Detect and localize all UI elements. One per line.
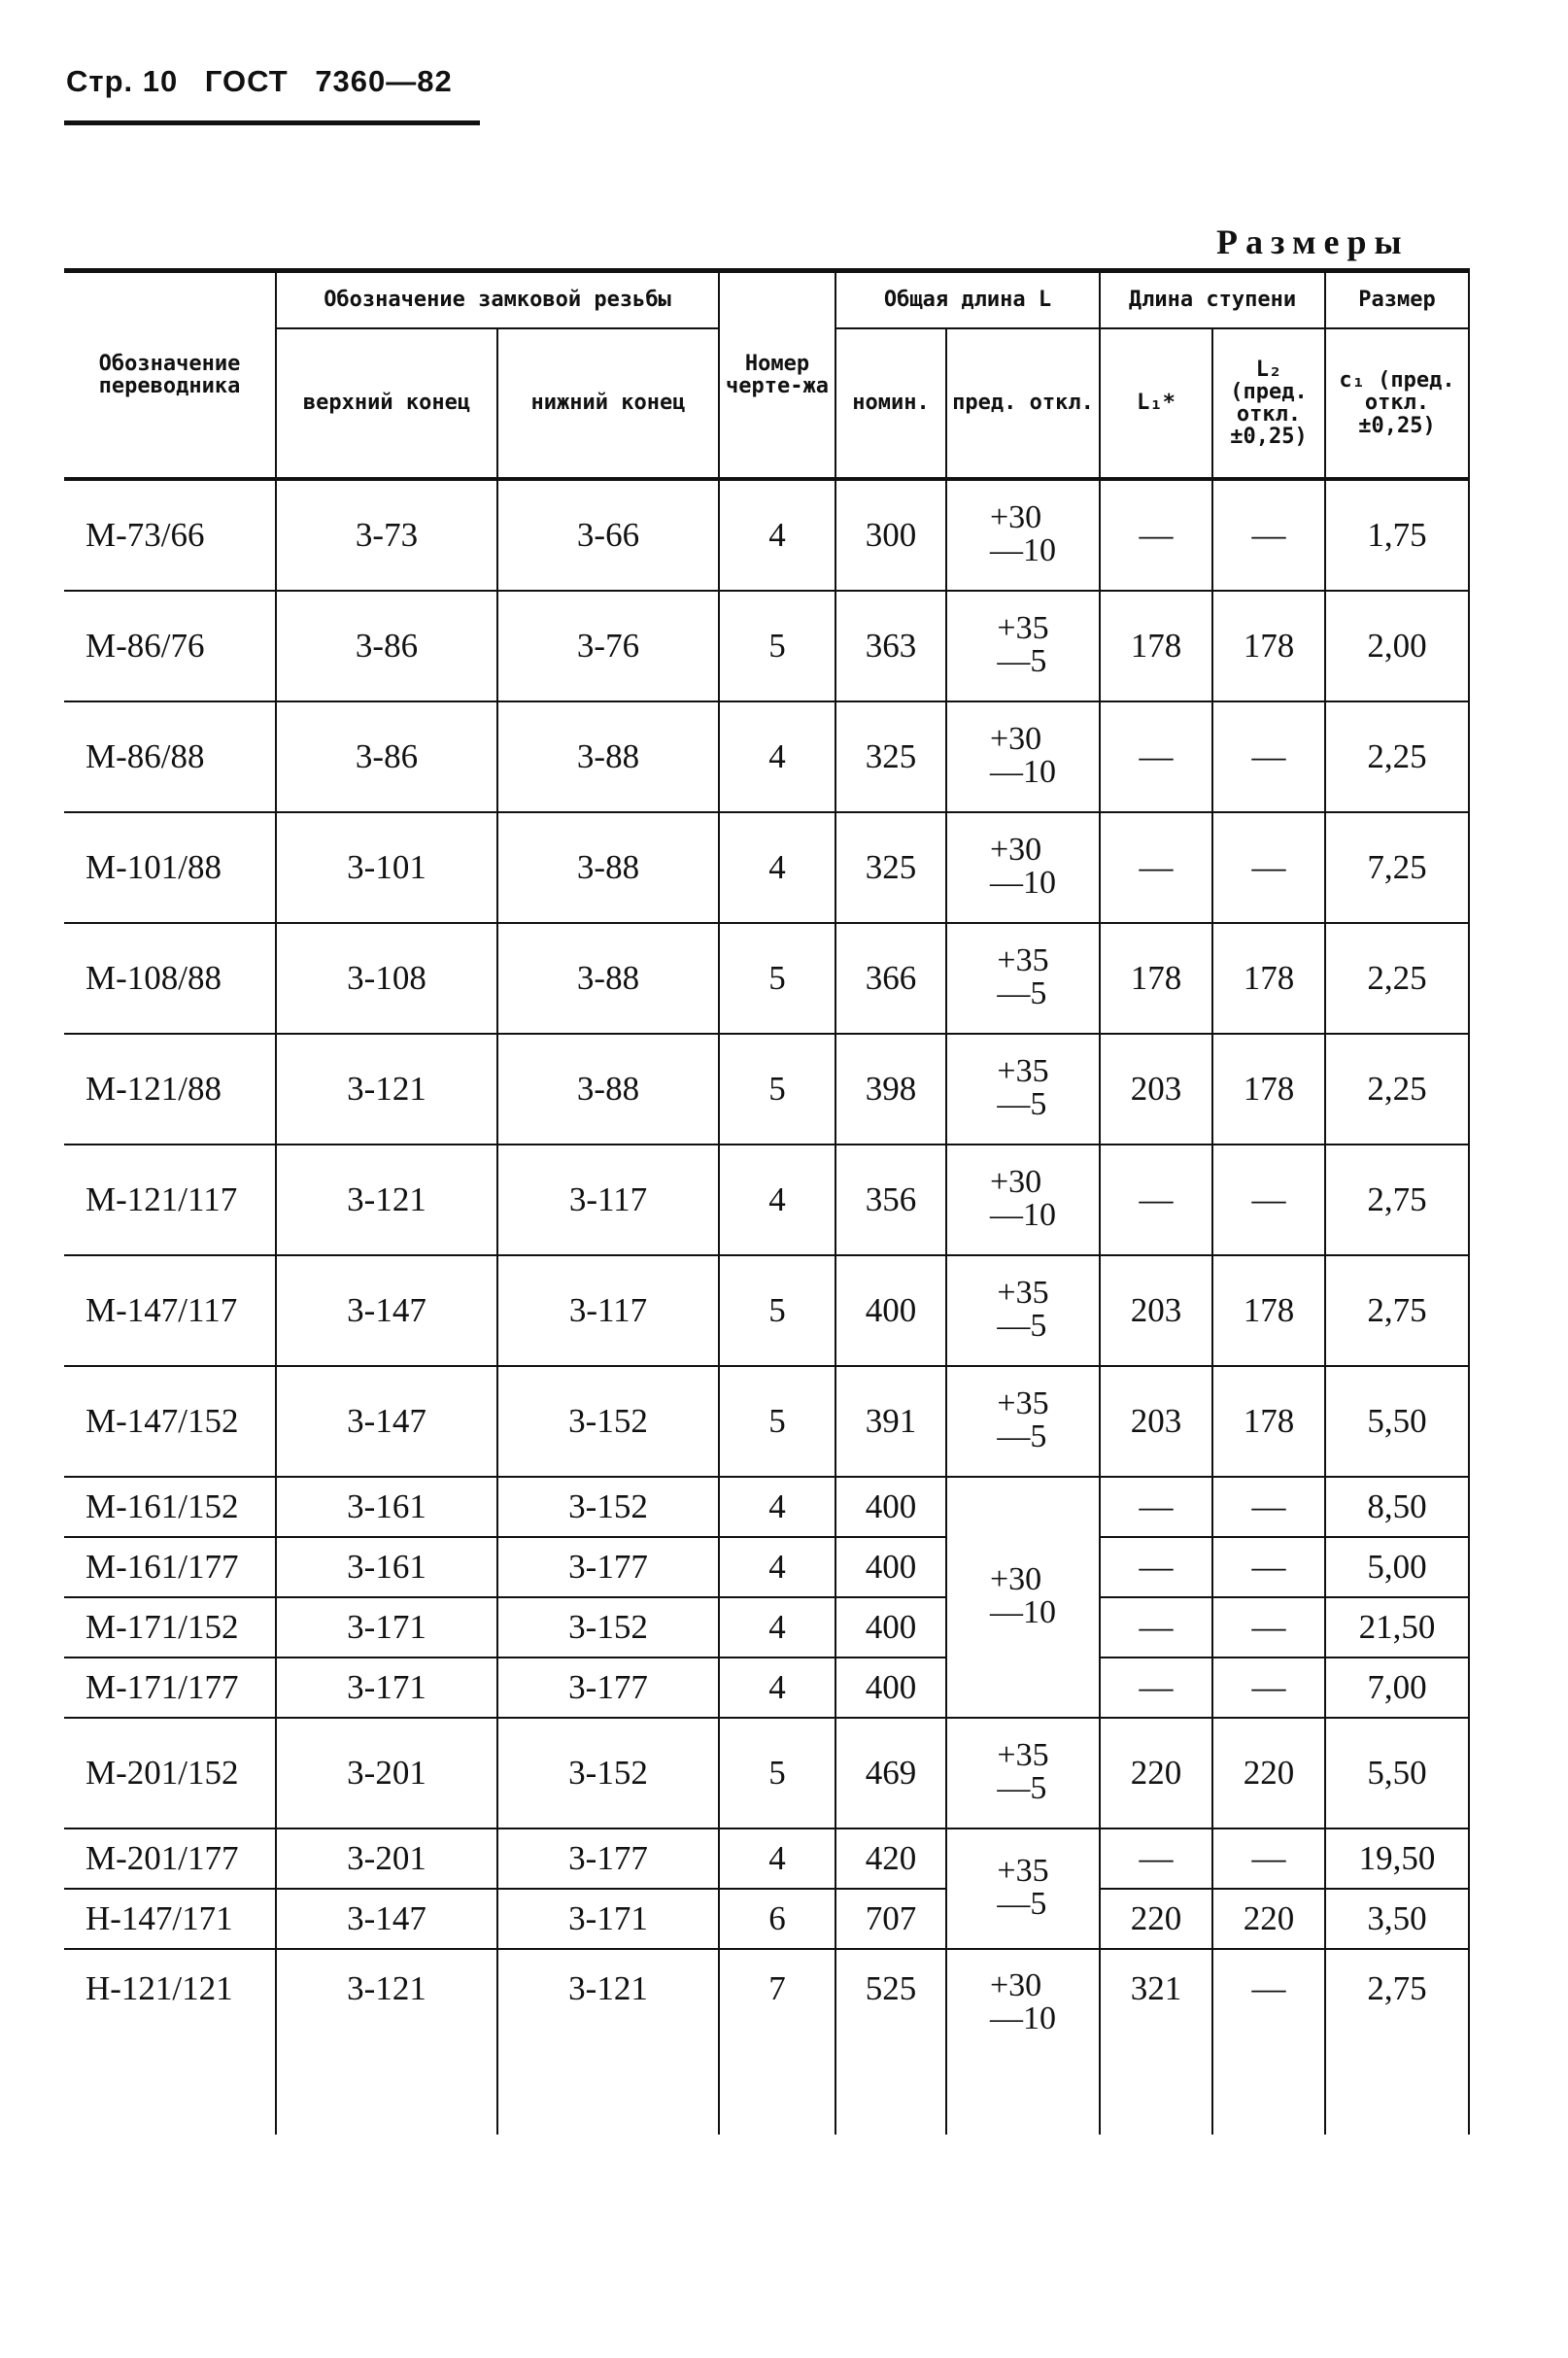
page-number: Стр. 10 bbox=[66, 64, 179, 98]
c1-value: 5,50 bbox=[1325, 1366, 1469, 1477]
tolerance-minus: —10 bbox=[990, 1197, 1056, 1233]
tolerance-cell bbox=[946, 923, 1100, 1034]
lower-end-thread: 3-171 bbox=[497, 1889, 719, 1949]
table-row bbox=[64, 1537, 1469, 1597]
tolerance-plus: +30 bbox=[990, 1561, 1042, 1597]
upper-end-thread: 3-201 bbox=[276, 1828, 497, 1889]
sub-designation: М-108/88 bbox=[64, 923, 276, 1034]
tolerance-cell bbox=[946, 1145, 1100, 1255]
upper-end-thread: 3-73 bbox=[276, 479, 497, 591]
tolerance-plus: +30 bbox=[990, 721, 1042, 757]
nominal-length: 363 bbox=[835, 591, 946, 701]
table-row bbox=[64, 591, 1469, 701]
nominal-length: 391 bbox=[835, 1366, 946, 1477]
drawing-number: 4 bbox=[719, 812, 835, 923]
drawing-number: 6 bbox=[719, 1889, 835, 1949]
l2-value: 178 bbox=[1212, 1034, 1325, 1145]
l2-value: 178 bbox=[1212, 591, 1325, 701]
header-step-length: Длина ступени bbox=[1100, 271, 1325, 329]
header-lock-thread: Обозначение замковой резьбы bbox=[276, 271, 719, 329]
l2-value: 220 bbox=[1212, 1889, 1325, 1949]
tolerance-minus: —5 bbox=[997, 1886, 1047, 1922]
nominal-length: 325 bbox=[835, 701, 946, 812]
tolerance-plus: +30 bbox=[990, 1967, 1042, 2003]
tolerance-plus: +35 bbox=[997, 1737, 1049, 1773]
table-row bbox=[64, 1477, 1469, 1537]
tolerance-value bbox=[990, 501, 1056, 567]
standard-number: 7360—82 bbox=[315, 64, 453, 98]
l1-value: — bbox=[1100, 1477, 1212, 1537]
header-designation: Обозначение переводника bbox=[64, 271, 276, 480]
lower-end-thread: 3-88 bbox=[497, 812, 719, 923]
tolerance-minus: —5 bbox=[997, 1770, 1047, 1806]
sub-designation: Н-147/171 bbox=[64, 1889, 276, 1949]
sub-designation: М-121/88 bbox=[64, 1034, 276, 1145]
tolerance-value bbox=[990, 834, 1056, 900]
drawing-number: 4 bbox=[719, 1597, 835, 1657]
drawing-number: 5 bbox=[719, 1255, 835, 1366]
header-tolerance: пред. откл. bbox=[946, 328, 1100, 479]
lower-end-thread: 3-177 bbox=[497, 1828, 719, 1889]
tolerance-plus: +35 bbox=[997, 1053, 1049, 1089]
l2-value: — bbox=[1212, 1145, 1325, 1255]
header-l2: L₂ (пред. откл. ±0,25) bbox=[1212, 328, 1325, 479]
c1-value: 1,75 bbox=[1325, 479, 1469, 591]
lower-end-thread: 3-88 bbox=[497, 1034, 719, 1145]
sub-designation: М-171/152 bbox=[64, 1597, 276, 1657]
tolerance-cell bbox=[946, 1366, 1100, 1477]
nominal-length: 400 bbox=[835, 1537, 946, 1597]
table-row bbox=[64, 1597, 1469, 1657]
l2-value: — bbox=[1212, 479, 1325, 591]
tolerance-plus: +35 bbox=[997, 942, 1049, 978]
lower-end-thread: 3-76 bbox=[497, 591, 719, 701]
tolerance-minus: —10 bbox=[990, 1594, 1056, 1630]
nominal-length: 707 bbox=[835, 1889, 946, 1949]
table-row bbox=[64, 1718, 1469, 1828]
sub-designation: М-121/117 bbox=[64, 1145, 276, 1255]
l1-value: — bbox=[1100, 701, 1212, 812]
sub-designation: М-73/66 bbox=[64, 479, 276, 591]
table-row bbox=[64, 1889, 1469, 1949]
drawing-number: 5 bbox=[719, 1366, 835, 1477]
table-row bbox=[64, 1255, 1469, 1366]
upper-end-thread: 3-161 bbox=[276, 1477, 497, 1537]
tolerance-minus: —5 bbox=[997, 1086, 1047, 1122]
l2-value: — bbox=[1212, 812, 1325, 923]
table-row bbox=[64, 923, 1469, 1034]
tolerance-minus: —10 bbox=[990, 532, 1056, 568]
nominal-length: 356 bbox=[835, 1145, 946, 1255]
l1-value: — bbox=[1100, 1145, 1212, 1255]
tolerance-plus: +30 bbox=[990, 832, 1042, 868]
lower-end-thread: 3-88 bbox=[497, 701, 719, 812]
tolerance-value bbox=[997, 1055, 1048, 1121]
tolerance-value bbox=[997, 1739, 1048, 1805]
c1-value: 21,50 bbox=[1325, 1597, 1469, 1657]
header-c1: c₁ (пред. откл. ±0,25) bbox=[1325, 328, 1469, 479]
sub-designation: М-201/177 bbox=[64, 1828, 276, 1889]
nominal-length: 400 bbox=[835, 1657, 946, 1718]
sub-designation: М-161/152 bbox=[64, 1477, 276, 1537]
l2-value: — bbox=[1212, 1537, 1325, 1597]
header-nominal: номин. bbox=[835, 328, 946, 479]
c1-value: 2,75 bbox=[1325, 1255, 1469, 1366]
tolerance-value bbox=[997, 1855, 1048, 1921]
tolerance-plus: +35 bbox=[997, 1275, 1049, 1311]
tolerance-value bbox=[990, 723, 1056, 789]
l2-value: — bbox=[1212, 1597, 1325, 1657]
l2-value: 178 bbox=[1212, 923, 1325, 1034]
sub-designation: М-101/88 bbox=[64, 812, 276, 923]
nominal-length: 300 bbox=[835, 479, 946, 591]
drawing-number: 4 bbox=[719, 1828, 835, 1889]
l1-value: — bbox=[1100, 1537, 1212, 1597]
drawing-number: 4 bbox=[719, 1657, 835, 1718]
sizes-title: Размеры bbox=[1216, 222, 1410, 261]
lower-end-thread: 3-152 bbox=[497, 1366, 719, 1477]
l1-value: 178 bbox=[1100, 591, 1212, 701]
tolerance-minus: —10 bbox=[990, 865, 1056, 901]
lower-end-thread: 3-88 bbox=[497, 923, 719, 1034]
upper-end-thread: 3-147 bbox=[276, 1255, 497, 1366]
drawing-number: 5 bbox=[719, 1718, 835, 1828]
standard-label: ГОСТ bbox=[204, 64, 289, 98]
sub-designation: М-86/88 bbox=[64, 701, 276, 812]
tolerance-value bbox=[997, 1277, 1048, 1343]
tolerance-minus: —10 bbox=[990, 754, 1056, 790]
upper-end-thread: 3-161 bbox=[276, 1537, 497, 1597]
tolerance-value bbox=[997, 612, 1048, 678]
tolerance-plus: +30 bbox=[990, 499, 1042, 535]
l2-value: 178 bbox=[1212, 1366, 1325, 1477]
c1-value: 2,75 bbox=[1325, 1145, 1469, 1255]
tolerance-plus: +35 bbox=[997, 1385, 1049, 1421]
l2-value: — bbox=[1212, 1657, 1325, 1718]
tolerance-plus: +30 bbox=[990, 1164, 1042, 1200]
tolerance-plus: +35 bbox=[997, 1853, 1049, 1889]
sub-designation: М-147/117 bbox=[64, 1255, 276, 1366]
l1-value: — bbox=[1100, 1657, 1212, 1718]
nominal-length: 366 bbox=[835, 923, 946, 1034]
tolerance-cell bbox=[946, 1828, 1100, 1949]
upper-end-thread: 3-171 bbox=[276, 1657, 497, 1718]
sub-designation: М-201/152 bbox=[64, 1718, 276, 1828]
table-row bbox=[64, 1034, 1469, 1145]
page-header bbox=[66, 64, 470, 99]
c1-value: 2,25 bbox=[1325, 1034, 1469, 1145]
lower-end-thread: 3-121 bbox=[497, 1949, 719, 2135]
table-body bbox=[64, 479, 1469, 2135]
table-row bbox=[64, 1145, 1469, 1255]
l1-value: 203 bbox=[1100, 1255, 1212, 1366]
nominal-length: 469 bbox=[835, 1718, 946, 1828]
drawing-number: 7 bbox=[719, 1949, 835, 2135]
header-rule bbox=[64, 120, 480, 125]
upper-end-thread: 3-171 bbox=[276, 1597, 497, 1657]
tolerance-plus: +35 bbox=[997, 610, 1049, 646]
drawing-number: 4 bbox=[719, 1537, 835, 1597]
tolerance-minus: —5 bbox=[997, 1418, 1047, 1454]
table-row bbox=[64, 1828, 1469, 1889]
lower-end-thread: 3-117 bbox=[497, 1255, 719, 1366]
tolerance-minus: —10 bbox=[990, 2000, 1056, 2036]
upper-end-thread: 3-86 bbox=[276, 701, 497, 812]
l1-value: 220 bbox=[1100, 1718, 1212, 1828]
drawing-number: 5 bbox=[719, 591, 835, 701]
header-l1: L₁* bbox=[1100, 328, 1212, 479]
c1-value: 7,25 bbox=[1325, 812, 1469, 923]
drawing-number: 5 bbox=[719, 923, 835, 1034]
drawing-number: 5 bbox=[719, 1034, 835, 1145]
l1-value: 203 bbox=[1100, 1034, 1212, 1145]
tolerance-value bbox=[990, 1563, 1056, 1629]
l2-value: — bbox=[1212, 1949, 1325, 2135]
drawing-number: 4 bbox=[719, 1145, 835, 1255]
header-total-length: Общая длина L bbox=[835, 271, 1100, 329]
table-row bbox=[64, 812, 1469, 923]
tolerance-cell bbox=[946, 1255, 1100, 1366]
l2-value: — bbox=[1212, 1828, 1325, 1889]
lower-end-thread: 3-152 bbox=[497, 1477, 719, 1537]
lower-end-thread: 3-177 bbox=[497, 1537, 719, 1597]
sub-designation: Н-121/121 bbox=[64, 1949, 276, 2135]
c1-value: 3,50 bbox=[1325, 1889, 1469, 1949]
nominal-length: 420 bbox=[835, 1828, 946, 1889]
l1-value: 220 bbox=[1100, 1889, 1212, 1949]
sub-designation: М-171/177 bbox=[64, 1657, 276, 1718]
dimensions-table bbox=[64, 268, 1470, 2135]
upper-end-thread: 3-147 bbox=[276, 1366, 497, 1477]
c1-value: 2,25 bbox=[1325, 923, 1469, 1034]
header-upper-end: верхний конец bbox=[276, 328, 497, 479]
nominal-length: 398 bbox=[835, 1034, 946, 1145]
upper-end-thread: 3-108 bbox=[276, 923, 497, 1034]
header-lower-end: нижний конец bbox=[497, 328, 719, 479]
nominal-length: 400 bbox=[835, 1597, 946, 1657]
l2-value: 220 bbox=[1212, 1718, 1325, 1828]
l1-value: — bbox=[1100, 812, 1212, 923]
sub-designation: М-161/177 bbox=[64, 1537, 276, 1597]
table-row bbox=[64, 1949, 1469, 2135]
c1-value: 5,00 bbox=[1325, 1537, 1469, 1597]
tolerance-cell bbox=[946, 1949, 1100, 2135]
drawing-number: 4 bbox=[719, 1477, 835, 1537]
c1-value: 2,75 bbox=[1325, 1949, 1469, 2135]
tolerance-cell bbox=[946, 1034, 1100, 1145]
c1-value: 8,50 bbox=[1325, 1477, 1469, 1537]
upper-end-thread: 3-101 bbox=[276, 812, 497, 923]
tolerance-value bbox=[997, 944, 1048, 1010]
drawing-number: 4 bbox=[719, 479, 835, 591]
upper-end-thread: 3-121 bbox=[276, 1949, 497, 2135]
tolerance-value bbox=[990, 1166, 1056, 1232]
c1-value: 2,00 bbox=[1325, 591, 1469, 701]
lower-end-thread: 3-117 bbox=[497, 1145, 719, 1255]
nominal-length: 525 bbox=[835, 1949, 946, 2135]
dimensions-table-wrap bbox=[64, 268, 1469, 2135]
table-row bbox=[64, 1366, 1469, 1477]
table-row bbox=[64, 1657, 1469, 1718]
header-drawing-no: Номер черте-жа bbox=[719, 271, 835, 480]
nominal-length: 400 bbox=[835, 1477, 946, 1537]
tolerance-value bbox=[990, 1969, 1056, 2035]
l2-value: — bbox=[1212, 701, 1325, 812]
tolerance-value bbox=[997, 1387, 1048, 1453]
sub-designation: М-147/152 bbox=[64, 1366, 276, 1477]
upper-end-thread: 3-147 bbox=[276, 1889, 497, 1949]
l1-value: 321 bbox=[1100, 1949, 1212, 2135]
upper-end-thread: 3-86 bbox=[276, 591, 497, 701]
c1-value: 2,25 bbox=[1325, 701, 1469, 812]
nominal-length: 325 bbox=[835, 812, 946, 923]
lower-end-thread: 3-177 bbox=[497, 1657, 719, 1718]
tolerance-minus: —5 bbox=[997, 1308, 1047, 1344]
l2-value: 178 bbox=[1212, 1255, 1325, 1366]
lower-end-thread: 3-66 bbox=[497, 479, 719, 591]
upper-end-thread: 3-121 bbox=[276, 1034, 497, 1145]
tolerance-cell bbox=[946, 1718, 1100, 1828]
l1-value: — bbox=[1100, 479, 1212, 591]
l1-value: 178 bbox=[1100, 923, 1212, 1034]
l1-value: 203 bbox=[1100, 1366, 1212, 1477]
c1-value: 19,50 bbox=[1325, 1828, 1469, 1889]
tolerance-cell bbox=[946, 1477, 1100, 1718]
c1-value: 7,00 bbox=[1325, 1657, 1469, 1718]
l1-value: — bbox=[1100, 1828, 1212, 1889]
tolerance-minus: —5 bbox=[997, 643, 1047, 679]
tolerance-minus: —5 bbox=[997, 975, 1047, 1011]
tolerance-cell bbox=[946, 812, 1100, 923]
tolerance-cell bbox=[946, 701, 1100, 812]
lower-end-thread: 3-152 bbox=[497, 1718, 719, 1828]
tolerance-cell bbox=[946, 479, 1100, 591]
tolerance-cell bbox=[946, 591, 1100, 701]
drawing-number: 4 bbox=[719, 701, 835, 812]
sub-designation: М-86/76 bbox=[64, 591, 276, 701]
l2-value: — bbox=[1212, 1477, 1325, 1537]
upper-end-thread: 3-121 bbox=[276, 1145, 497, 1255]
c1-value: 5,50 bbox=[1325, 1718, 1469, 1828]
l1-value: — bbox=[1100, 1597, 1212, 1657]
lower-end-thread: 3-152 bbox=[497, 1597, 719, 1657]
table-row bbox=[64, 479, 1469, 591]
upper-end-thread: 3-201 bbox=[276, 1718, 497, 1828]
header-size: Размер bbox=[1325, 271, 1469, 329]
nominal-length: 400 bbox=[835, 1255, 946, 1366]
table-row bbox=[64, 701, 1469, 812]
